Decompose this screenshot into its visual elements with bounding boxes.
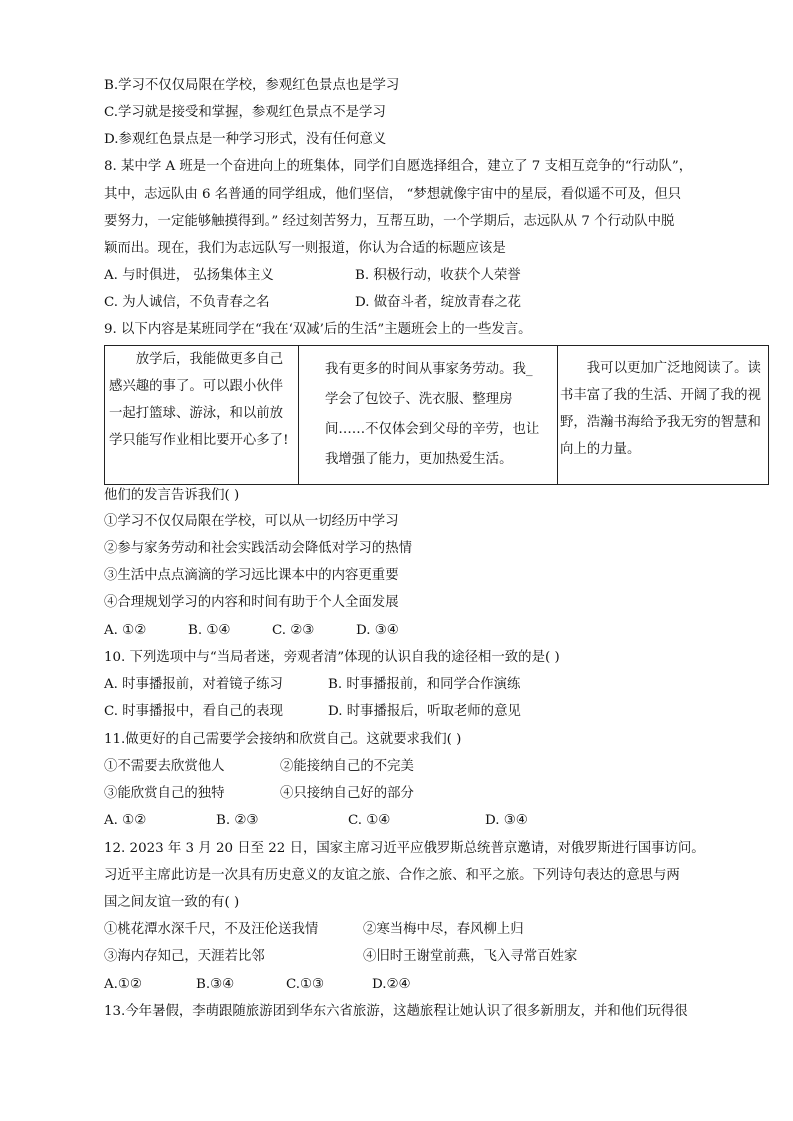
q8-stem-line: 颖而出。现在，我们为志远队写一则报道，你认为合适的标题应该是	[104, 241, 506, 256]
q7-option-b: B.学习不仅仅局限在学校，参观红色景点也是学习	[104, 78, 400, 93]
q10-option-a: A. 时事播报前，对着镜子练习	[104, 677, 283, 692]
q9-option-d: D. ③④	[356, 623, 399, 638]
q11-option-b: B. ②③	[216, 813, 259, 828]
q9-stem: 9. 以下内容是某班同学在“我在‘双减’后的生活”主题班会上的一些发言。	[104, 322, 532, 337]
q9-question: 他们的发言告诉我们( )	[104, 488, 240, 503]
q11-item: ①不需要去欣赏他人	[104, 759, 225, 774]
q8-stem-line: 8. 某中学 A 班是一个奋进向上的班集体，同学们自愿选择组合，建立了 7 支相互竞争的“行动队”，	[104, 159, 693, 174]
q8-option-c: C. 为人诚信，不负青春之名	[104, 295, 270, 310]
speech-cell-3: 我可以更加广泛地阅读了。读书丰富了我的生活、开阔了我的视野，浩瀚书海给予我无穷的智慧和向上的力量。	[558, 346, 769, 485]
q11-item: ③能欣赏自己的独特	[104, 786, 225, 801]
q12-option-d: D.②④	[372, 977, 411, 992]
q11-stem: 11.做更好的自己需要学会接纳和欣赏自己。这就要求我们( )	[104, 732, 462, 747]
q11-option-c: C. ①④	[348, 813, 391, 828]
q8-stem-line: 要努力，一定能够触摸得到。” 经过刻苦努力，互帮互助，一个学期后，志远队从 7 个行动队中脱	[104, 214, 675, 229]
q8-option-b: B. 积极行动，收获个人荣誉	[355, 268, 521, 283]
q7-option-d: D.参观红色景点是一种学习形式，没有任何意义	[104, 132, 387, 147]
q12-option-c: C.①③	[286, 977, 325, 992]
q12-stem-line: 习近平主席此访是一次具有历史意义的友谊之旅、合作之旅、和平之旅。下列诗句表达的意思与两	[104, 868, 680, 883]
q8-option-d: D. 做奋斗者，绽放青春之花	[355, 295, 522, 310]
q9-option-b: B. ①④	[188, 623, 231, 638]
q12-item: ③海内存知己，天涯若比邻	[104, 949, 265, 964]
q10-option-d: D. 时事播报后，听取老师的意见	[328, 704, 521, 719]
q10-stem: 10. 下列选项中与“当局者迷，旁观者清”体现的认识自我的途径相一致的是( )	[104, 650, 560, 665]
q9-item: ①学习不仅仅局限在学校，可以从一切经历中学习	[104, 514, 399, 529]
q9-item: ③生活中点点滴滴的学习远比课本中的内容更重要	[104, 568, 399, 583]
q13-stem-line: 13.今年暑假，李萌跟随旅游团到华东六省旅游，这趟旅程让她认识了很多新朋友，并和他们玩得很	[104, 1004, 688, 1019]
q8-option-a: A. 与时俱进， 弘扬集体主义	[104, 268, 274, 283]
q9-item: ②参与家务劳动和社会实践活动会降低对学习的热情	[104, 541, 412, 556]
q10-option-c: C. 时事播报中，看自己的表现	[104, 704, 283, 719]
q12-item: ②寒当梅中尽，春风柳上归	[363, 922, 524, 937]
speech-cell-2: 我有更多的时间从事家务劳动。我_学会了包饺子、洗衣服、整理房间……不仅体会到父母的辛劳，也让我增强了能力，更加热爱生活。	[299, 346, 558, 485]
speech-cell-1: 放学后，我能做更多自己感兴趣的事了。可以跟小伙伴一起打篮球、游泳，和以前放学只能写作业相比要开心多了!	[105, 346, 299, 485]
q9-option-a: A. ①②	[104, 623, 147, 638]
q9-item: ④合理规划学习的内容和时间有助于个人全面发展	[104, 595, 399, 610]
q9-speech-table	[104, 345, 769, 485]
q12-stem-line: 12. 2023 年 3 月 20 日至 22 日，国家主席习近平应俄罗斯总统普京邀请，对俄罗斯进行国事访问。	[104, 841, 705, 856]
q11-option-a: A. ①②	[104, 813, 147, 828]
q12-stem-line: 国之间友谊一致的有( )	[104, 895, 240, 910]
q8-stem-line: 其中，志远队由 6 名普通的同学组成，他们坚信， “梦想就像宇宙中的星辰，看似遥不可及，但只	[104, 187, 682, 202]
q12-item: ④旧时王谢堂前燕，飞入寻常百姓家	[363, 949, 578, 964]
q9-option-c: C. ②③	[272, 623, 315, 638]
q11-item: ④只接纳自己好的部分	[280, 786, 414, 801]
q12-option-b: B.③④	[196, 977, 235, 992]
q12-option-a: A.①②	[104, 977, 142, 992]
q11-item: ②能接纳自己的不完美	[280, 759, 414, 774]
q11-option-d: D. ③④	[485, 813, 528, 828]
q12-item: ①桃花潭水深千尺，不及汪伦送我情	[104, 922, 319, 937]
q7-option-c: C.学习就是接受和掌握，参观红色景点不是学习	[104, 105, 386, 120]
q10-option-b: B. 时事播报前，和同学合作演练	[328, 677, 521, 692]
